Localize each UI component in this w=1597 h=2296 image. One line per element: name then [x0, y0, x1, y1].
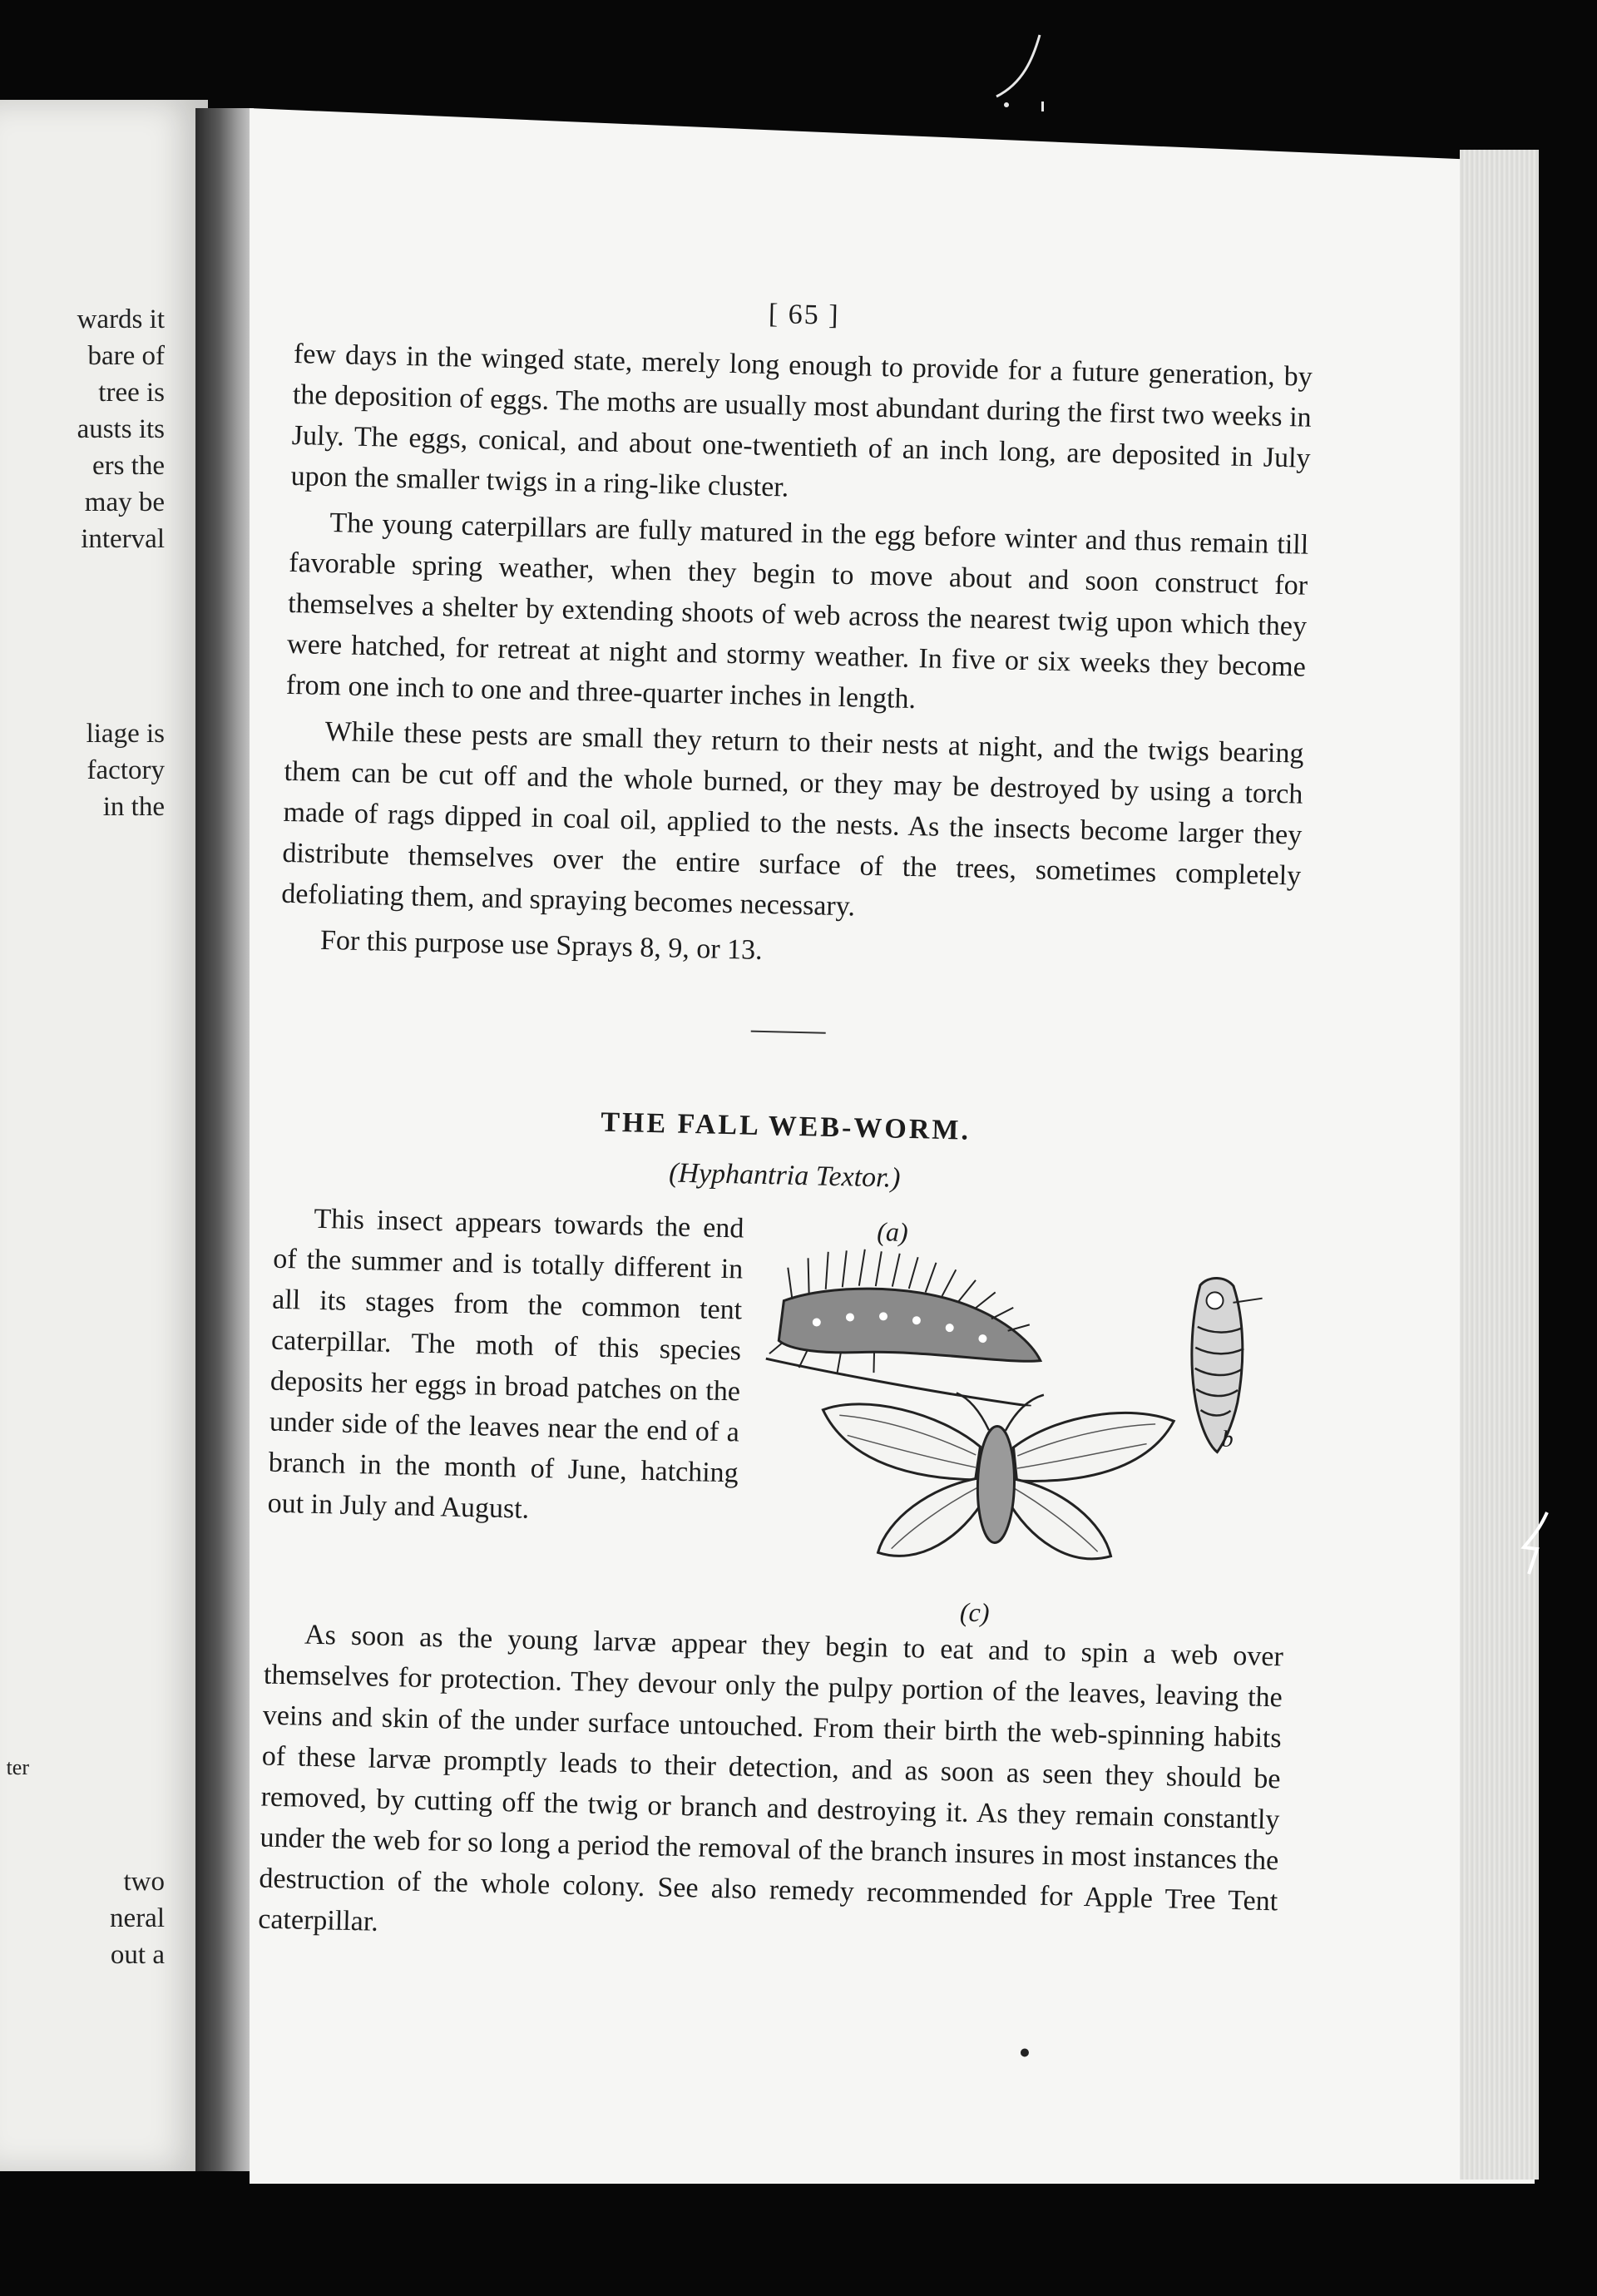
- left-page-line: neral: [110, 1903, 165, 1933]
- previous-page: [0, 100, 208, 2171]
- left-page-line: two: [123, 1867, 165, 1897]
- web-worm-illustration: [752, 1209, 1293, 1636]
- left-page-line: wards it: [77, 304, 165, 334]
- left-page-line: in the: [102, 792, 165, 822]
- left-page-line: bare of: [87, 341, 165, 371]
- left-page-line: interval: [81, 524, 165, 554]
- paragraph: few days in the winged state, merely long enough to provide for a future generation, by the deposition of eggs. The moths are usually most abundant during the first two weeks in July. The eggs, conical, and about one-twentieth of an inch long, are deposited in July upon the smaller twigs in a ring-like cluster.: [290, 338, 1313, 503]
- left-page-line: factory: [87, 755, 165, 785]
- paragraph: The young caterpillars are fully matured in the egg before winter and thus remain till favorable spring weather, when they begin to move about and soon construct for themselves a shelter by extending shoots of web across the nearest twig upon which they were hatched, for retreat at night and stormy weather. In five or six weeks they become from one inch to one and three-quarter inches in length.: [285, 507, 1309, 715]
- left-page-line: may be: [84, 487, 165, 517]
- left-page-line: ers the: [91, 451, 165, 481]
- left-page-line: austs its: [77, 414, 165, 444]
- page-dot: [1021, 2048, 1029, 2056]
- paragraph: While these pests are small they return to their nests at night, and the twigs bearing them can be cut off and the whole burned, or they may be destroyed by using a torch made of rags dipped in coal oil, applied to the nests. As the insects become larger they distribute themselves over the entire surface of the trees, sometimes completely defoliating them, and spraying becomes necessary.: [280, 715, 1304, 923]
- figure-label-b: b: [1221, 1426, 1234, 1452]
- scan-mark-top: [981, 25, 1056, 116]
- left-page-line: ter: [6, 1755, 29, 1779]
- pupa-drawing: [1171, 1268, 1267, 1461]
- left-page-line: out a: [110, 1940, 165, 1970]
- figure-row: [265, 1198, 1293, 1637]
- paragraph: For this purpose use Sprays 8, 9, or 13.: [319, 924, 764, 966]
- figure-paragraph: This insect appears towards the end of the summer and is totally different in all its stages from the common tent caterpillar. The moth of this species deposits her eggs in broad patches on the under side of the leaves near the end of a branch in the month of June, hatching out in July and August.: [267, 1203, 744, 1525]
- page-edge: [1460, 150, 1539, 2180]
- caterpillar-drawing: [757, 1242, 1110, 1408]
- section-subtitle: (Hyphantria Textor.): [668, 1157, 901, 1194]
- figure-label-a: (a): [876, 1216, 909, 1248]
- section-title: THE FALL WEB-WORM.: [600, 1106, 972, 1146]
- book-gutter: [195, 108, 254, 2171]
- page-number: [ 65 ]: [768, 298, 841, 331]
- page-text: [255, 283, 1314, 2062]
- left-page-line: liage is: [86, 719, 165, 749]
- paragraph: As soon as the young larvæ appear they begin to eat and to spin a web over themselves for protection. They devour only the pulpy portion of the leaves, leaving the veins and skin of the under surface untouched. From their birth the web-spinning habits of these larvæ promptly leads to their detection, and as soon as seen they should be removed, by cutting off the twig or branch and destroying it. As they remain constantly under the web for so long a period the removal of the branch insures in most instances the destruction of the whole colony. See also remedy recommended for Apple Tree Tent caterpillar.: [257, 1619, 1284, 1937]
- left-page-line: tree is: [98, 378, 165, 408]
- moth-drawing: [811, 1385, 1181, 1585]
- figure-label-c: (c): [959, 1596, 990, 1628]
- scan-mark-right: [1514, 1506, 1564, 1581]
- section-divider: [750, 1031, 825, 1034]
